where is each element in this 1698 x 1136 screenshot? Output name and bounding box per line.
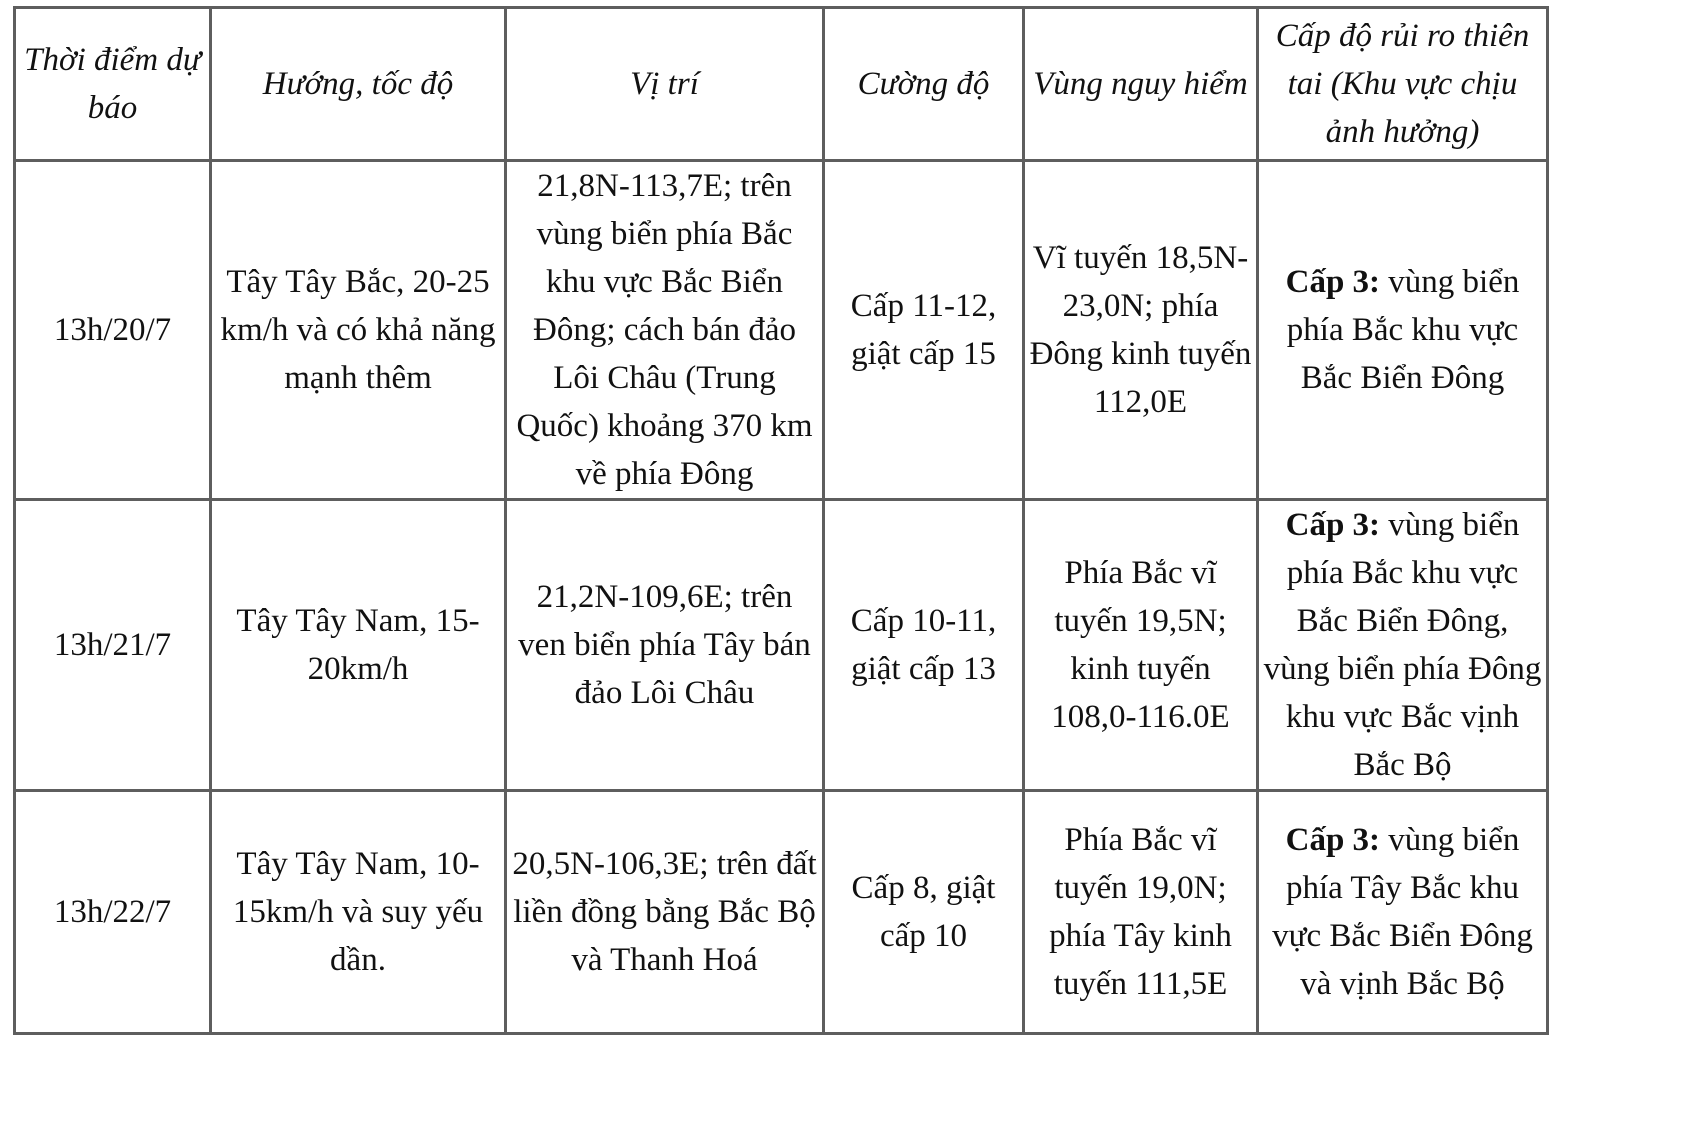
header-danger-zone: Vùng nguy hiểm [1024, 8, 1258, 161]
cell-risk-level [1258, 791, 1548, 1034]
cell-direction-speed: Tây Tây Nam, 15-20km/h [211, 500, 506, 791]
cell-danger-zone: Vĩ tuyến 18,5N-23,0N; phía Đông kinh tuyến 112,0E [1024, 161, 1258, 500]
cell-direction-speed: Tây Tây Nam, 10-15km/h và suy yếu dần. [211, 791, 506, 1034]
cell-intensity: Cấp 11-12, giật cấp 15 [824, 161, 1024, 500]
risk-level-label: Cấp 3: [1285, 507, 1381, 543]
risk-area-text: vùng biển phía Bắc khu vực Bắc Biển Đông, vùng biển phía Đông khu vực Bắc vịnh Bắc Bộ [1263, 507, 1542, 783]
cell-time: 13h/20/7 [15, 161, 211, 500]
cell-position: 21,2N-109,6E; trên ven biển phía Tây bán đảo Lôi Châu [506, 500, 824, 791]
cell-time: 13h/21/7 [15, 500, 211, 791]
risk-area-text: vùng biển phía Tây Bắc khu vực Bắc Biển Đông và vịnh Bắc Bộ [1272, 822, 1533, 1002]
header-risk-level: Cấp độ rủi ro thiên tai (Khu vực chịu ảnh hưởng) [1258, 8, 1548, 161]
header-forecast-time: Thời điểm dự báo [15, 8, 211, 161]
table-header-row [15, 8, 1548, 161]
table-row [15, 161, 1548, 500]
cell-position: 20,5N-106,3E; trên đất liền đồng bằng Bắc Bộ và Thanh Hoá [506, 791, 824, 1034]
risk-level-label: Cấp 3: [1285, 264, 1381, 300]
storm-forecast-table [13, 6, 1549, 1035]
cell-intensity: Cấp 10-11, giật cấp 13 [824, 500, 1024, 791]
cell-intensity: Cấp 8, giật cấp 10 [824, 791, 1024, 1034]
cell-danger-zone: Phía Bắc vĩ tuyến 19,0N; phía Tây kinh tuyến 111,5E [1024, 791, 1258, 1034]
cell-risk-level [1258, 500, 1548, 791]
cell-direction-speed: Tây Tây Bắc, 20-25 km/h và có khả năng mạnh thêm [211, 161, 506, 500]
risk-area-text: vùng biển phía Bắc khu vực Bắc Biển Đông [1286, 264, 1520, 396]
header-intensity: Cường độ [824, 8, 1024, 161]
table-row [15, 500, 1548, 791]
header-direction-speed: Hướng, tốc độ [211, 8, 506, 161]
cell-time: 13h/22/7 [15, 791, 211, 1034]
risk-level-label: Cấp 3: [1285, 822, 1381, 858]
table-row [15, 791, 1548, 1034]
header-position: Vị trí [506, 8, 824, 161]
cell-position: 21,8N-113,7E; trên vùng biển phía Bắc khu vực Bắc Biển Đông; cách bán đảo Lôi Châu (Trung Quốc) khoảng 370 km về phía Đông [506, 161, 824, 500]
cell-risk-level [1258, 161, 1548, 500]
cell-danger-zone: Phía Bắc vĩ tuyến 19,5N; kinh tuyến 108,0-116.0E [1024, 500, 1258, 791]
